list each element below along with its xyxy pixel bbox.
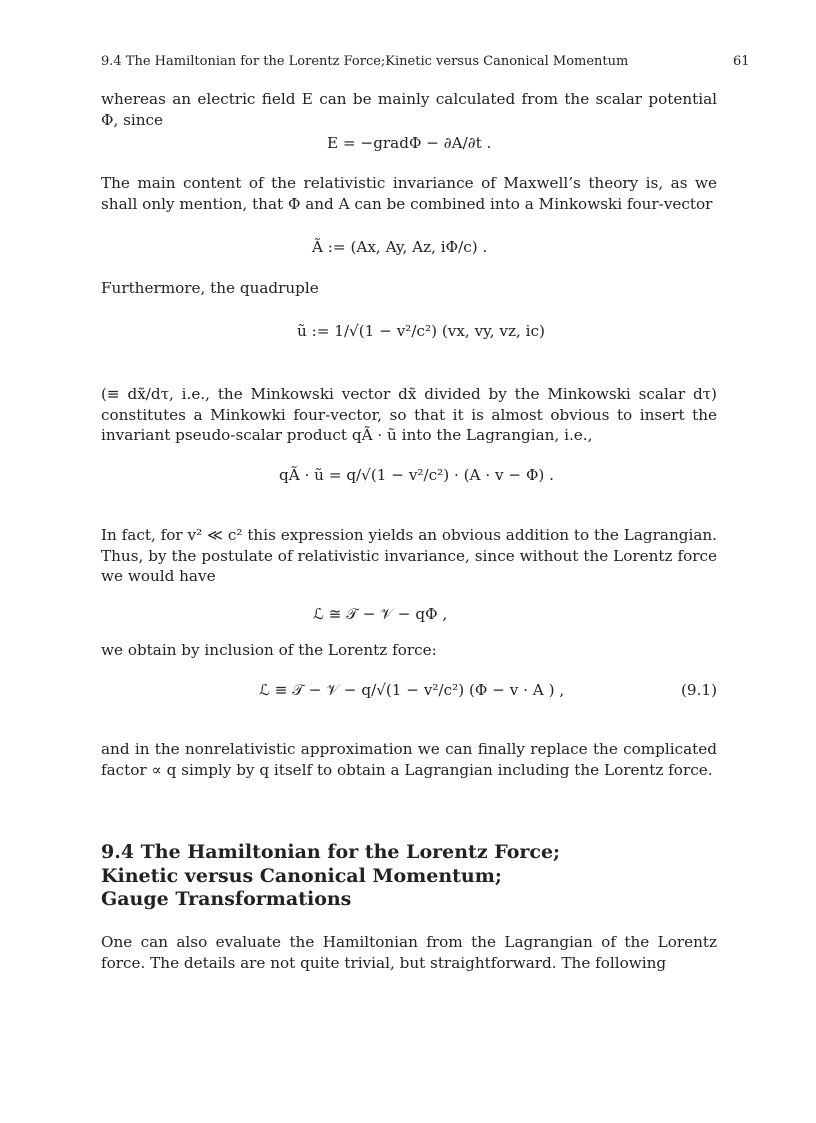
running-header [101,54,750,69]
equation-four-potential: Ã := (Ax, Ay, Az, iΦ/c) . [312,238,488,256]
running-title: 9.4 The Hamiltonian for the Lorentz Force;Kinetic versus Canonical Momentum [101,54,629,69]
section-heading [101,841,717,912]
paragraph-7: and in the nonrelativistic approximation we can finally replace the complicated factor ∝ q simply by q itself to obtain a Lagrangian including the Lorentz force. [101,740,717,779]
paragraph-2: The main content of the relativistic invariance of Maxwell’s theory is, as we shall only mention, that Φ and A can be combined into a Minkowski four-vector [101,174,717,213]
equation-four-velocity: ũ := 1/√(1 − v²/c²) (vx, vy, vz, ic) [297,322,545,340]
page-number: 61 [733,54,750,69]
equation-lagrangian-free: ℒ ≅ 𝒯 − 𝒱 − qΦ , [313,605,448,623]
section-heading-line-2: Kinetic versus Canonical Momentum; [101,864,502,887]
paragraph-3: Furthermore, the quadruple [101,279,319,297]
equation-lagrangian-lorentz: ℒ ≡ 𝒯 − 𝒱 − q/√(1 − v²/c²) (Φ − v · A ) , [259,681,565,699]
paragraph-6: we obtain by inclusion of the Lorentz force: [101,641,437,659]
paragraph-8: One can also evaluate the Hamiltonian from the Lagrangian of the Lorentz force. The details are not quite trivial, but straightforward. The following [101,933,717,972]
paragraph-1: whereas an electric field E can be mainly calculated from the scalar potential Φ, since [101,90,717,129]
section-heading-line-1: 9.4 The Hamiltonian for the Lorentz Force; [101,841,561,863]
paragraph-5: In fact, for v² ≪ c² this expression yields an obvious addition to the Lagrangian. Thus, by the postulate of relativistic invariance, since without the Lorentz force we would have [101,526,717,585]
equation-electric-field: E = −gradΦ − ∂A/∂t . [327,134,492,152]
paragraph-4: (≡ dx̃/dτ, i.e., the Minkowski vector dx̃ divided by the Minkowski scalar dτ) constitutes a Minkowki four-vector, so that it is almost obvious to insert the invariant pseudo-scalar product qÃ · ũ into the Lagrangian, i.e., [101,385,717,444]
equation-number: (9.1) [680,681,717,699]
equation-scalar-product: qÃ · ũ = q/√(1 − v²/c²) · (A · v − Φ) . [279,466,554,484]
section-heading-line-3: Gauge Transformations [101,888,352,910]
